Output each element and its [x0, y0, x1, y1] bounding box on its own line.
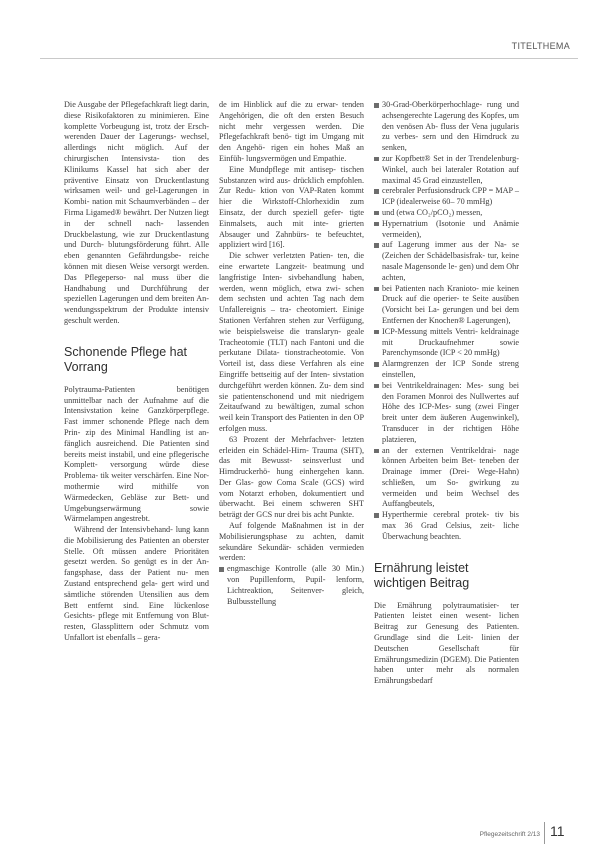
list-item [374, 284, 519, 327]
list-item [219, 564, 364, 607]
square-bullet-icon [374, 157, 379, 162]
list-item [374, 446, 519, 511]
square-bullet-icon [374, 330, 379, 335]
list-item-text: bei Patienten nach Kranioto- mie keinen Druck auf die operier- te Seite ausüben (Vorsicht bei La- gerungen und bei dem Entfernen der Knochen® Lagerungen), [382, 283, 519, 325]
list-item-text: auf Lagerung immer aus der Na- se (Zeichen der Schädelbasisfrak- tur, keine nasale Magensonde le- gen) und dem Ohr achten, [382, 240, 519, 282]
list-item [374, 510, 519, 542]
body-paragraph: Die Ernährung polytraumatisier- ter Patienten leistet einen wesent- lichen Beitrag zur Genesung des Patienten. Grundlage sind die Leit- linien der Deutschen Gesellschaft für Ernährungsmedizin (DGEM). Die Patienten haben unter mehr als normalen Ernährungsbedarf [374, 600, 519, 686]
footer-divider [544, 822, 545, 844]
list-item [374, 359, 519, 381]
list-item-text: Hypernatrium (Isotonie und Anämie vermeiden), [382, 218, 519, 239]
header-rule [40, 58, 578, 59]
text-column-3 [374, 100, 519, 687]
square-bullet-icon [374, 103, 379, 108]
body-paragraph: Die Ausgabe der Pflegefachkraft liegt darin, diese Risikofaktoren zu minimieren. Eine komplette Vorbeugung ist, trotz der Ersch- werenden Dauer der Lagerungs- wechsel, allerdings nicht möglich. Auf der chirurgischen Intensivsta- tion des Klinikums Kassel hat sich aber der präventive Einsatz von Druckentlastung wirksamen weil- und gel-Lagerungen in Kombi- nation mit Schaumverbänden – der Firma Ligamed® bewährt. Der Nutzen liegt in der schnell nach- lassenden Druckbelastung, wie zur Druckentlastung und Durch- blutungsförderung führt. Alle eben genannten Gefährdungsbe- reiche können mit diesen Weise versorgt werden. Das Pflegeperso- nal muss über die Handhabung und Durchführung der speziellen Lagerungen und dem breiten An- wendungsspektrum der Produkte intensiv geschult werden. [64, 100, 209, 325]
list-item-text: an der externen Ventrikeldrai- nage können Arbeiten beim Bet- teneben der Drainage immer (Drei- Wege-Hahn) schließen, um So- gwirkung zu vermeiden und beim Wechsel des Auffangbeutels, [382, 445, 519, 509]
page-number: 11 [550, 823, 565, 839]
body-paragraph: Eine Mundpflege mit antisep- tischen Substanzen wird aus- drücklich empfohlen. Zur Redu- ktion von VAP-Raten kommt hier die Wirkstoff-Chlorhexidin zum Einsatz, der durch speziell gefer- tigte Einmalsets, auch mit inte- grierten Absauger und Zahnbürs- te befeuchtet, appliziert wird [16]. [219, 164, 364, 250]
square-bullet-icon [374, 189, 379, 194]
square-bullet-icon [374, 362, 379, 367]
list-item-text: Hyperthermie cerebral protek- tiv bis max 36 Grad Celsius, zeit- liche Überwachung beachten. [382, 510, 519, 541]
square-bullet-icon [374, 287, 379, 292]
bullet-list [374, 100, 519, 543]
list-item [374, 100, 519, 154]
list-item-text: ICP-Messung mittels Ventri- keldrainage mit Druckaufnehmer sowie Parenchymsonde (ICP < 20 mmHg) [382, 326, 519, 358]
bullet-list [219, 564, 364, 607]
list-item [374, 240, 519, 283]
square-bullet-icon [374, 211, 379, 216]
list-item-text: zur Kopfbett® Set in der Trendelenburg-Winkel, auch bei lateraler Rotation auf maximal 45 Grad einzustellen, [382, 153, 519, 185]
square-bullet-icon [374, 243, 379, 248]
journal-footer: Pflegezeitschrift 2/13 [479, 831, 540, 838]
body-paragraph: Die schwer verletzten Patien- ten, die eine erwartete Langzeit- beatmung und langfristige Inten- sivbehandlung haben, werden, wenn möglich, etwa zwi- schen dem sechsten und achten Tag nach dem Unfallereignis – tra- cheotomiert. Einige Stationen Verfahren stehen zur Verfügung, wie beispielsweise die translaryn- geale Tracheotomie (TLT) nach Fantoni und die perkutane Dilata- tionstracheotomie. Von Vorteil ist, dass diese Verfahren als eine Eingriffe bettseitig auf der Inten- sivstation durchgeführt werden können. Zu- dem sind sie patientenschonend und mit niedrigem Zeitaufwand zu bewältigen, zumal schon weil kein Transport des Patienten in den OP erfolgen muss. [219, 251, 364, 433]
list-item-text: 30-Grad-Oberkörperhochlage- rung und achsengerechte Lagerung des Kopfes, um den venösen Ab- fluss der Vena jugularis zu verbes- sern und den Hirndruck zu senken, [382, 100, 519, 153]
square-bullet-icon [374, 384, 379, 389]
body-paragraph: de im Hinblick auf die zu erwar- tenden Angehörigen, die oft den ersten Besuch nicht mehr vergessen werden. Die Pflegefachkraft benö- tigt im Umgang mit den Angehö- rigen ein hohes Maß an Einfüh- lungsvermögen und Empathie. [219, 100, 364, 163]
list-item [374, 219, 519, 241]
list-item [374, 154, 519, 186]
list-item-text: engmaschige Kontrolle (alle 30 Min.) von Pupillenform, Pupil- lenform, Lichtreaktion, Seitenver- gleich, Bulbusstellung [227, 564, 364, 606]
body-paragraph: Auf folgende Maßnahmen ist in der Mobilisierungsphase zu achten, damit sekundäre Sekundär- schäden vermieden werden: [219, 521, 364, 563]
text-column-1 [64, 100, 209, 644]
body-paragraph: Polytrauma-Patienten benötigen unmittelbar nach der Aufnahme auf die Intensivstation keine Ganzkörperpflege. Fast immer schonende Pflege nach dem Prin- zip des Minimal Handling ist an- fänglich ausreichend. Die Patienten sind bereits meist instabil, und eine pflegerische Komplett- versorgung würde diese Problema- tik weiter verschärfen. Eine Nor- mothermie wird mithilfe von Wärmedecken, Gebläse zur Bett- und Umgebungserwärmung sowie Wärmelampen angestrebt. [64, 384, 209, 524]
subheading: Ernährung leistet wichtigen Beitrag [374, 560, 470, 590]
square-bullet-icon [374, 513, 379, 518]
list-item [374, 327, 519, 359]
text-column-2 [219, 100, 364, 607]
list-item-text: und (etwa CO₂/pCO₂) messen, [382, 207, 483, 217]
section-label: TITELTHEMA [511, 41, 570, 51]
body-paragraph: Während der Intensivbehand- lung kann die Mobilisierung des Patienten an oberster Stelle. Oft müssen andere Prioritäten gesetzt werden. So genügt es in der An- fangsphase, dass der Patient nu- men Zustand entsprechend gela- gert wird und sämtliche störenden Utensilien aus dem Bett entfernt sind. Eine lückenlose Gesichts- pflege mit Entfernung von Blut- resten, Glassplittern oder Schmutz vom Unfallort ist ebenfalls – gera- [64, 525, 209, 643]
list-item-text: bei Ventrikeldrainagen: Mes- sung bei den Foramen Monroi des Nullwertes auf Höhe des ICP-Mes- sung (zwei Finger breit unter dem äußeren Augenwinkel), Transducer in der richtigen Höhe platzieren, [382, 380, 519, 444]
body-paragraph: 63 Prozent der Mehrfachver- letzten erleiden ein Schädel-Hirn- Trauma (SHT), das mit Bewusst- seinsverlust und Hirndruckerhö- hung einhergehen kann. Der Glas- gow Coma Scale (GCS) wird vom Notarzt erhoben, dokumentiert und überwacht. Bei einem schweren SHT beträgt der GCS nur drei bis acht Punkte. [219, 434, 364, 520]
square-bullet-icon [374, 222, 379, 227]
square-bullet-icon [374, 449, 379, 454]
list-item [374, 381, 519, 446]
subheading: Schonende Pflege hat Vorrang [64, 344, 188, 374]
list-item-text: cerebraler Perfusionsdruck CPP = MAP – ICP (idealerweise 60– 70 mmHg) [382, 186, 519, 207]
list-item [374, 186, 519, 208]
square-bullet-icon [219, 567, 224, 572]
list-item [374, 208, 519, 219]
list-item-text: Alarmgrenzen der ICP Sonde streng einstellen, [382, 359, 519, 379]
